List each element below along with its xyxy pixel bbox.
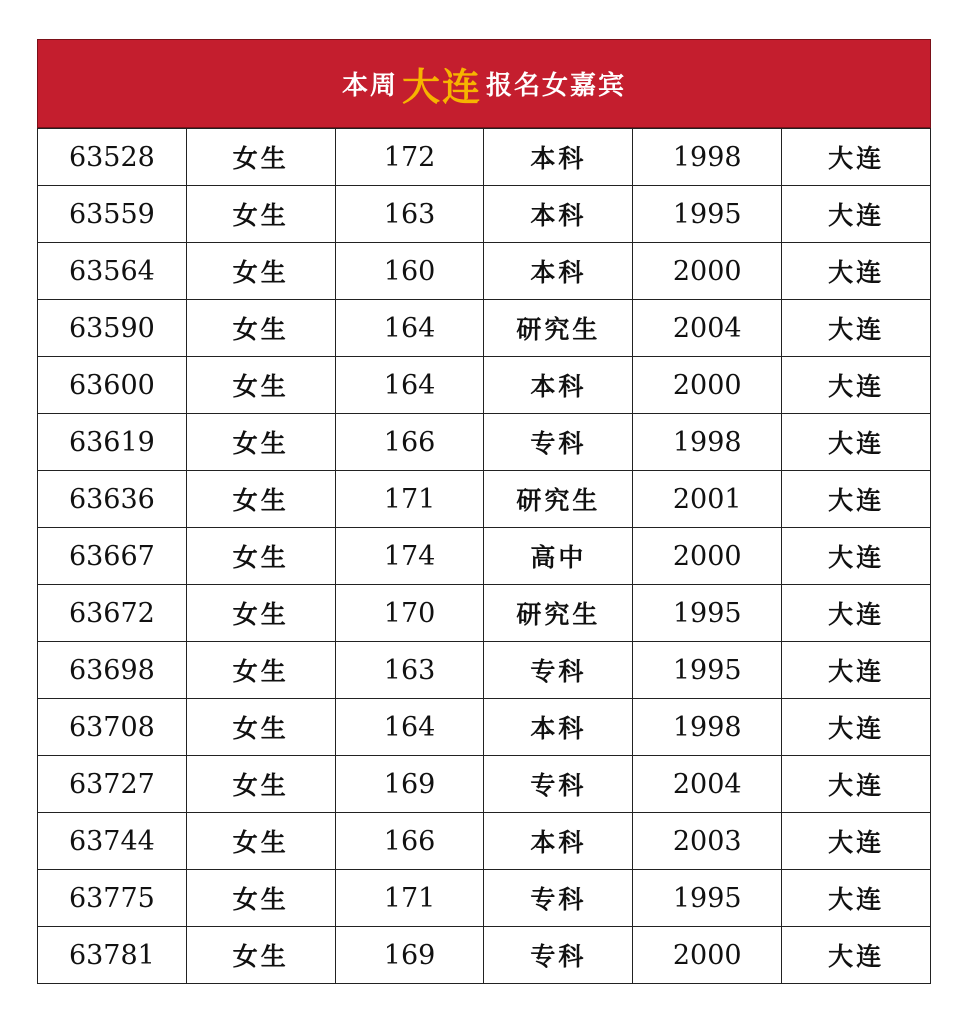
title-prefix: 本周	[341, 71, 398, 101]
height-cell: 160	[335, 243, 484, 300]
gender-cell: 女生	[186, 756, 335, 813]
height-cell: 166	[335, 414, 484, 471]
table-row	[38, 186, 931, 243]
gender-cell: 女生	[186, 585, 335, 642]
education-cell: 本科	[484, 357, 633, 414]
table-row	[38, 471, 931, 528]
gender-cell: 女生	[186, 243, 335, 300]
education-cell: 研究生	[484, 585, 633, 642]
city-cell: 大连	[782, 642, 931, 699]
height-cell: 172	[335, 129, 484, 186]
height-cell: 169	[335, 756, 484, 813]
education-cell: 研究生	[484, 471, 633, 528]
height-cell: 166	[335, 813, 484, 870]
table-row	[38, 870, 931, 927]
table-row	[38, 756, 931, 813]
table-row	[38, 813, 931, 870]
birth-year-cell: 2000	[633, 528, 782, 585]
member-id-cell: 63559	[38, 186, 187, 243]
city-cell: 大连	[782, 927, 931, 984]
city-cell: 大连	[782, 300, 931, 357]
member-id-cell: 63698	[38, 642, 187, 699]
city-cell: 大连	[782, 870, 931, 927]
member-id-cell: 63708	[38, 699, 187, 756]
city-cell: 大连	[782, 813, 931, 870]
height-cell: 174	[335, 528, 484, 585]
height-cell: 171	[335, 870, 484, 927]
member-id-cell: 63590	[38, 300, 187, 357]
birth-year-cell: 2003	[633, 813, 782, 870]
education-cell: 本科	[484, 129, 633, 186]
city-cell: 大连	[782, 699, 931, 756]
table-row	[38, 129, 931, 186]
gender-cell: 女生	[186, 528, 335, 585]
member-id-cell: 63636	[38, 471, 187, 528]
guest-table-body	[38, 129, 931, 984]
birth-year-cell: 1995	[633, 585, 782, 642]
title-city-highlight: 大连	[401, 65, 482, 109]
registration-sheet	[37, 39, 931, 984]
member-id-cell: 63775	[38, 870, 187, 927]
education-cell: 研究生	[484, 300, 633, 357]
gender-cell: 女生	[186, 699, 335, 756]
title-suffix: 报名女嘉宾	[486, 71, 627, 101]
member-id-cell: 63667	[38, 528, 187, 585]
city-cell: 大连	[782, 414, 931, 471]
birth-year-cell: 2000	[633, 243, 782, 300]
member-id-cell: 63727	[38, 756, 187, 813]
education-cell: 本科	[484, 186, 633, 243]
gender-cell: 女生	[186, 642, 335, 699]
birth-year-cell: 1995	[633, 642, 782, 699]
city-cell: 大连	[782, 129, 931, 186]
table-row	[38, 300, 931, 357]
birth-year-cell: 2001	[633, 471, 782, 528]
birth-year-cell: 2004	[633, 300, 782, 357]
table-row	[38, 585, 931, 642]
gender-cell: 女生	[186, 813, 335, 870]
city-cell: 大连	[782, 756, 931, 813]
title-banner	[37, 39, 931, 128]
birth-year-cell: 2000	[633, 357, 782, 414]
member-id-cell: 63528	[38, 129, 187, 186]
gender-cell: 女生	[186, 471, 335, 528]
gender-cell: 女生	[186, 414, 335, 471]
table-row	[38, 642, 931, 699]
education-cell: 专科	[484, 870, 633, 927]
gender-cell: 女生	[186, 186, 335, 243]
education-cell: 专科	[484, 927, 633, 984]
member-id-cell: 63781	[38, 927, 187, 984]
table-row	[38, 699, 931, 756]
height-cell: 164	[335, 300, 484, 357]
member-id-cell: 63600	[38, 357, 187, 414]
gender-cell: 女生	[186, 300, 335, 357]
height-cell: 170	[335, 585, 484, 642]
member-id-cell: 63672	[38, 585, 187, 642]
height-cell: 164	[335, 357, 484, 414]
education-cell: 专科	[484, 414, 633, 471]
member-id-cell: 63744	[38, 813, 187, 870]
city-cell: 大连	[782, 528, 931, 585]
table-row	[38, 357, 931, 414]
city-cell: 大连	[782, 471, 931, 528]
birth-year-cell: 2004	[633, 756, 782, 813]
education-cell: 本科	[484, 813, 633, 870]
height-cell: 164	[335, 699, 484, 756]
birth-year-cell: 1998	[633, 699, 782, 756]
birth-year-cell: 1998	[633, 129, 782, 186]
education-cell: 本科	[484, 699, 633, 756]
height-cell: 163	[335, 186, 484, 243]
table-row	[38, 528, 931, 585]
education-cell: 本科	[484, 243, 633, 300]
table-row	[38, 414, 931, 471]
education-cell: 专科	[484, 756, 633, 813]
city-cell: 大连	[782, 186, 931, 243]
birth-year-cell: 1995	[633, 870, 782, 927]
gender-cell: 女生	[186, 129, 335, 186]
city-cell: 大连	[782, 357, 931, 414]
gender-cell: 女生	[186, 927, 335, 984]
height-cell: 163	[335, 642, 484, 699]
height-cell: 171	[335, 471, 484, 528]
gender-cell: 女生	[186, 870, 335, 927]
education-cell: 高中	[484, 528, 633, 585]
birth-year-cell: 1998	[633, 414, 782, 471]
table-row	[38, 243, 931, 300]
education-cell: 专科	[484, 642, 633, 699]
member-id-cell: 63564	[38, 243, 187, 300]
birth-year-cell: 1995	[633, 186, 782, 243]
table-row	[38, 927, 931, 984]
birth-year-cell: 2000	[633, 927, 782, 984]
city-cell: 大连	[782, 243, 931, 300]
guest-table	[37, 128, 931, 984]
member-id-cell: 63619	[38, 414, 187, 471]
height-cell: 169	[335, 927, 484, 984]
city-cell: 大连	[782, 585, 931, 642]
gender-cell: 女生	[186, 357, 335, 414]
